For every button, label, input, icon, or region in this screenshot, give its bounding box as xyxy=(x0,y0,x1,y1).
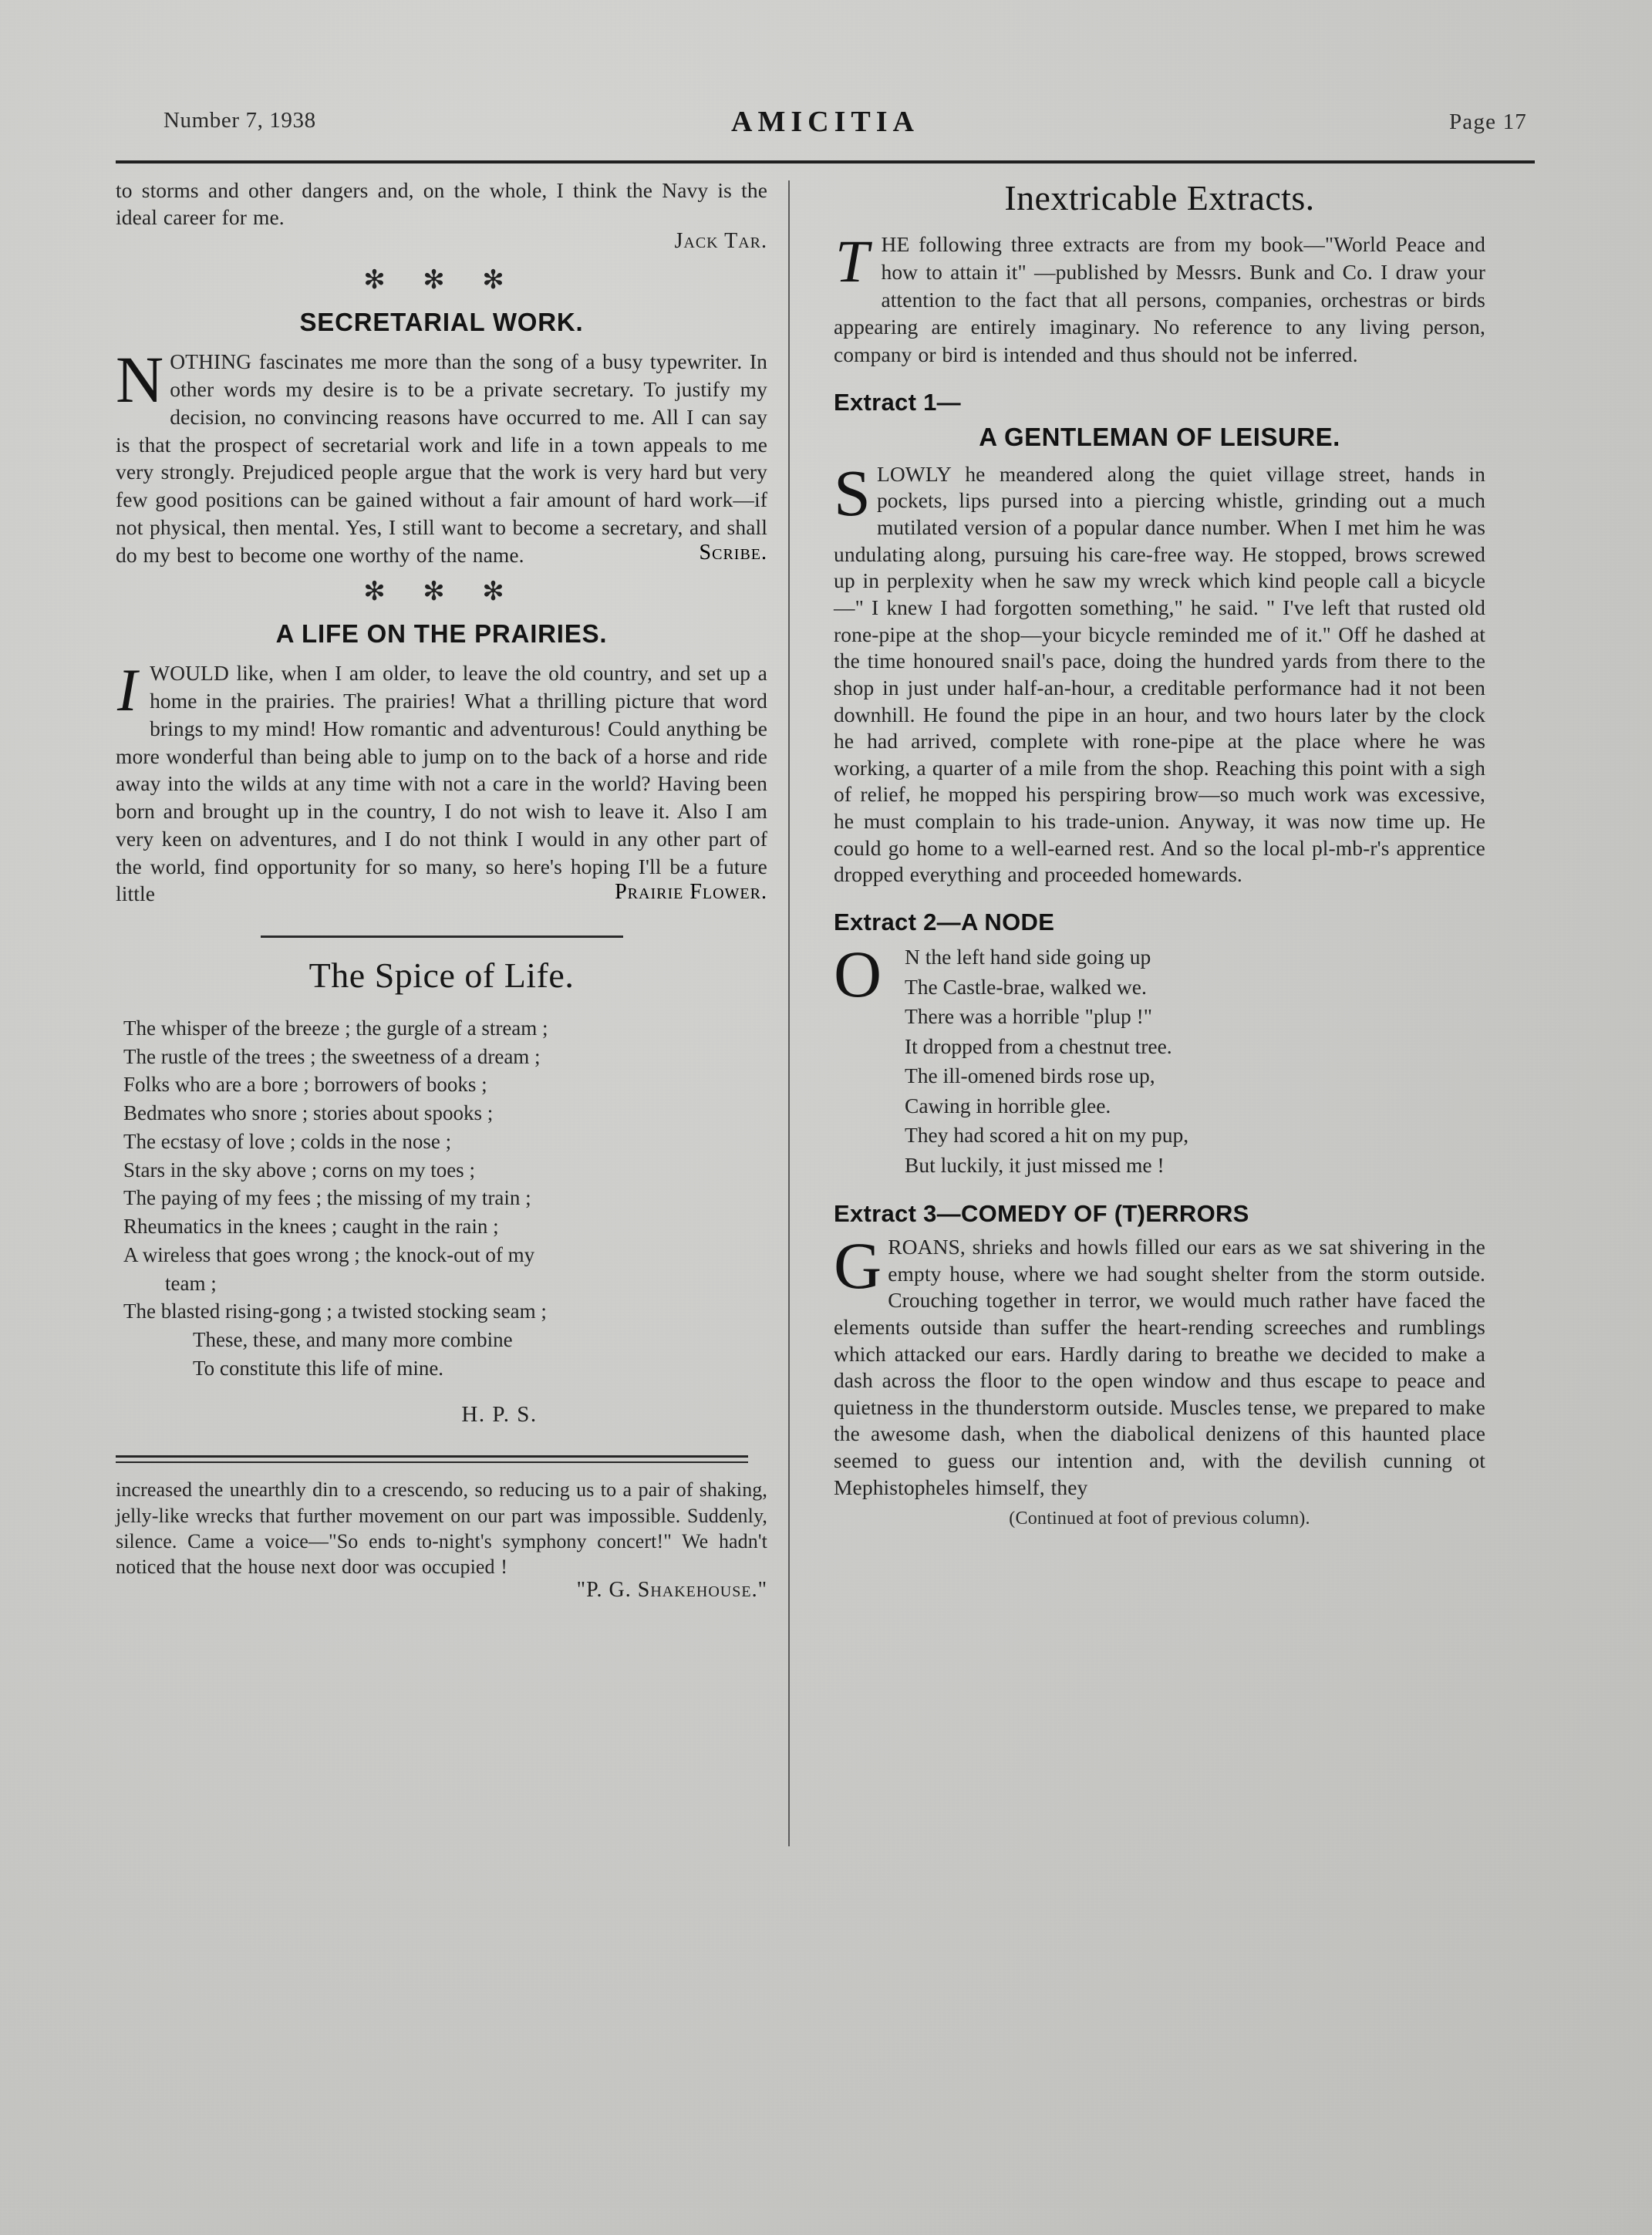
article-body-secretarial-work xyxy=(116,342,767,568)
extract-1-title: A GENTLEMAN OF LEISURE. xyxy=(979,422,1340,451)
poem-line: The blasted rising-gong ; a twisted stocking seam ; xyxy=(123,1300,547,1323)
poem-line: The whisper of the breeze ; the gurgle of a stream ; xyxy=(123,1016,548,1040)
poem-lines xyxy=(116,1014,767,1382)
extract-2-line: They had scored a hit on my pup, xyxy=(905,1123,1189,1147)
masthead-title: AMICITIA xyxy=(731,106,919,138)
extract-2-line: It dropped from a chestnut tree. xyxy=(905,1033,1172,1058)
extract-3-text: ROANS, shrieks and howls filled our ears as we sat shivering in the empty house, where we had sought shelter from the storm outside. Crouching together in terror, we would much rather have faced the elements outside than suffer the heart-rending screeches and rumblings which attacked our ears. Hardly daring to breathe we decided to make a dash across the floor to the open window and thus escape to peace and quietness in the thunderstorm outside. Muscles tense, we prepared to make the awesome dash, when the diabolical denizens of this haunted place seemed to guess our intention and, with the devilish cunning ot Mephistopheles himself, they xyxy=(834,1235,1485,1499)
extract-2-line: But luckily, it just missed me ! xyxy=(905,1152,1165,1177)
left-column xyxy=(116,177,794,1603)
header-rule xyxy=(116,160,1535,163)
extract-2-line: Cawing in horrible glee. xyxy=(905,1093,1111,1118)
extract-2-line: The ill-omened birds rose up, xyxy=(905,1064,1155,1087)
issue-number: Number 7, 1938 xyxy=(164,108,316,133)
poem-line: Bedmates who snore ; stories about spooks ; xyxy=(123,1101,494,1125)
poem-line: Rheumatics in the knees ; caught in the rain ; xyxy=(123,1215,499,1239)
footnote-block xyxy=(116,1477,767,1603)
extract-1-text: LOWLY he meandered along the quiet village street, hands in pockets, lips pursed into a piercing whistle, grinding out a much mutilated version of a popular dance number. When I met him he was undulating along, pursuing his care-free way. He stopped, brows screwed up in perplexity when he saw my wreck which kind people call a bicycle—" I knew I had forgotten something," he said. " I've left that rusted old rone-pipe at the shop—your bicycle reminded me of it.'' Off he dashed at the time honoured snail's pace, doing the hundred yards from there to the shop in just under half-an-hour, a creditable performance had it not been downhill. He found the pipe in an hour, and two hours later by the clock he had arrived, complete with rone-pipe at the place where he was working, a quarter of a mile from the shop. Reaching this point with a sigh of relief, he mopped his perspiring brow—so much work was excessive, he must complain to his trade-union. Anyway, it was now time up. He could go home to a well-earned rest. And so the local pl-mb-r's apprentice dropped everything and proceeded homewards. xyxy=(834,461,1485,887)
extract-2-line: There was a horrible "plup !" xyxy=(905,1004,1153,1028)
page-content xyxy=(116,100,1535,1603)
footnote-rule xyxy=(116,1455,748,1463)
extract-3-body xyxy=(834,1229,1485,1501)
right-column xyxy=(794,177,1485,1603)
article1-text: OTHING fascinates me more than the song of a busy typewriter. In other words my desire is to be a private secretary. To justify my decision, no convincing reasons have occurred to me. All I can say is that the prospect of secretarial work and life in a town appeals to me very strongly. Prejudiced people argue that the work is very hard but very few good positions can be gained without a fair amount of hard work—if not physical, then mental. Yes, I still want to become a secretary, and shall do my best to become one worthy of the name. xyxy=(116,349,767,567)
poem-line: A wireless that goes wrong ; the knock-out of my xyxy=(123,1242,535,1266)
dropcap-g: G xyxy=(834,1229,882,1303)
article2-signature: Prairie Flower. xyxy=(615,880,767,905)
feature-intro-text: HE following three extracts are from my book—"World Peace and how to attain it" —published by Messrs. Bunk and Co. I draw your attention to the fact that all persons, companies, orchestras or birds appearing are entirely imaginary. No reference to any living person, company or bird is intended and thus should not be inferred. xyxy=(834,232,1485,366)
dropcap-t: T xyxy=(835,228,869,295)
poem-rule xyxy=(261,935,623,938)
extract-3-label: Extract 3—COMEDY OF (T)ERRORS xyxy=(834,1200,1249,1227)
poem-line: Folks who are a bore ; borrowers of books ; xyxy=(123,1073,487,1097)
footnote-signature: "P. G. Shakehouse." xyxy=(576,1578,767,1603)
poem-line: team ; xyxy=(165,1271,217,1295)
article1-signature: Scribe. xyxy=(699,541,767,565)
star-divider-1: ✻ ✻ ✻ xyxy=(363,266,520,295)
two-column-body xyxy=(116,177,1535,1603)
article-title-prairies: A LIFE ON THE PRAIRIES. xyxy=(275,619,608,649)
extract-1-body xyxy=(834,455,1485,888)
continued-paragraph: to storms and other dangers and, on the whole, I think the Navy is the ideal career for me. xyxy=(116,178,767,229)
poem-title: The Spice of Life. xyxy=(308,956,575,996)
poem-line: The paying of my fees ; the missing of my train ; xyxy=(123,1186,531,1210)
extract-1-label: Extract 1— xyxy=(834,388,961,416)
continued-note: (Continued at foot of previous column). xyxy=(1009,1509,1310,1529)
dropcap-n: N xyxy=(116,342,164,417)
feature-intro xyxy=(834,228,1485,369)
poem-line: To constitute this life of mine. xyxy=(193,1356,444,1380)
dropcap-o: O xyxy=(834,937,882,1011)
feature-title: Inextricable Extracts. xyxy=(1004,178,1315,217)
running-head xyxy=(116,100,1535,156)
poem-line: The rustle of the trees ; the sweetness of a dream ; xyxy=(123,1044,541,1068)
article2-text: WOULD like, when I am older, to leave the old country, and set up a home in the prairies. The prairies! What a thrilling picture that word brings to my mind! How romantic and adventurous! Could anything be more wonderful than being able to jump on to the back of a horse and ride away into the wilds at any time with not a care in the world? Having been born and brought up in the country, I do not wish to leave it. Also I am very keen on adventures, and I do not think I would in any other part of the world, find opportunity for so many, so here's hoping I'll be a future little xyxy=(116,661,767,906)
extract-2-poem xyxy=(834,937,1485,1180)
poem-signature: H. P. S. xyxy=(461,1402,538,1428)
extract-2-line: The Castle-brae, walked we. xyxy=(905,974,1147,999)
continued-signature: Jack Tar. xyxy=(674,229,767,254)
poem-line: The ecstasy of love ; colds in the nose ; xyxy=(123,1129,452,1153)
dropcap-i: I xyxy=(117,656,138,724)
star-divider-2: ✻ ✻ ✻ xyxy=(363,578,520,607)
article-body-prairies xyxy=(116,656,767,908)
article-title-secretarial-work: SECRETARIAL WORK. xyxy=(299,308,584,337)
page-number: Page 17 xyxy=(1448,110,1527,134)
extract-2-line: N the left hand side going up xyxy=(905,945,1151,969)
footnote-text: increased the unearthly din to a crescendo, so reducing us to a pair of shaking, jelly-like wrecks that further movement on our part was impossible. Suddenly, silence. Came a voice—"So ends to-night's symphony concert!" We hadn't noticed that the house next door was occupied ! xyxy=(116,1478,767,1579)
poem-line: These, these, and many more combine xyxy=(193,1327,513,1351)
extract-2-label: Extract 2—A NODE xyxy=(834,908,1055,935)
dropcap-s: S xyxy=(834,455,871,530)
poem-line: Stars in the sky above ; corns on my toes ; xyxy=(123,1158,475,1182)
column-divider xyxy=(788,180,790,1846)
